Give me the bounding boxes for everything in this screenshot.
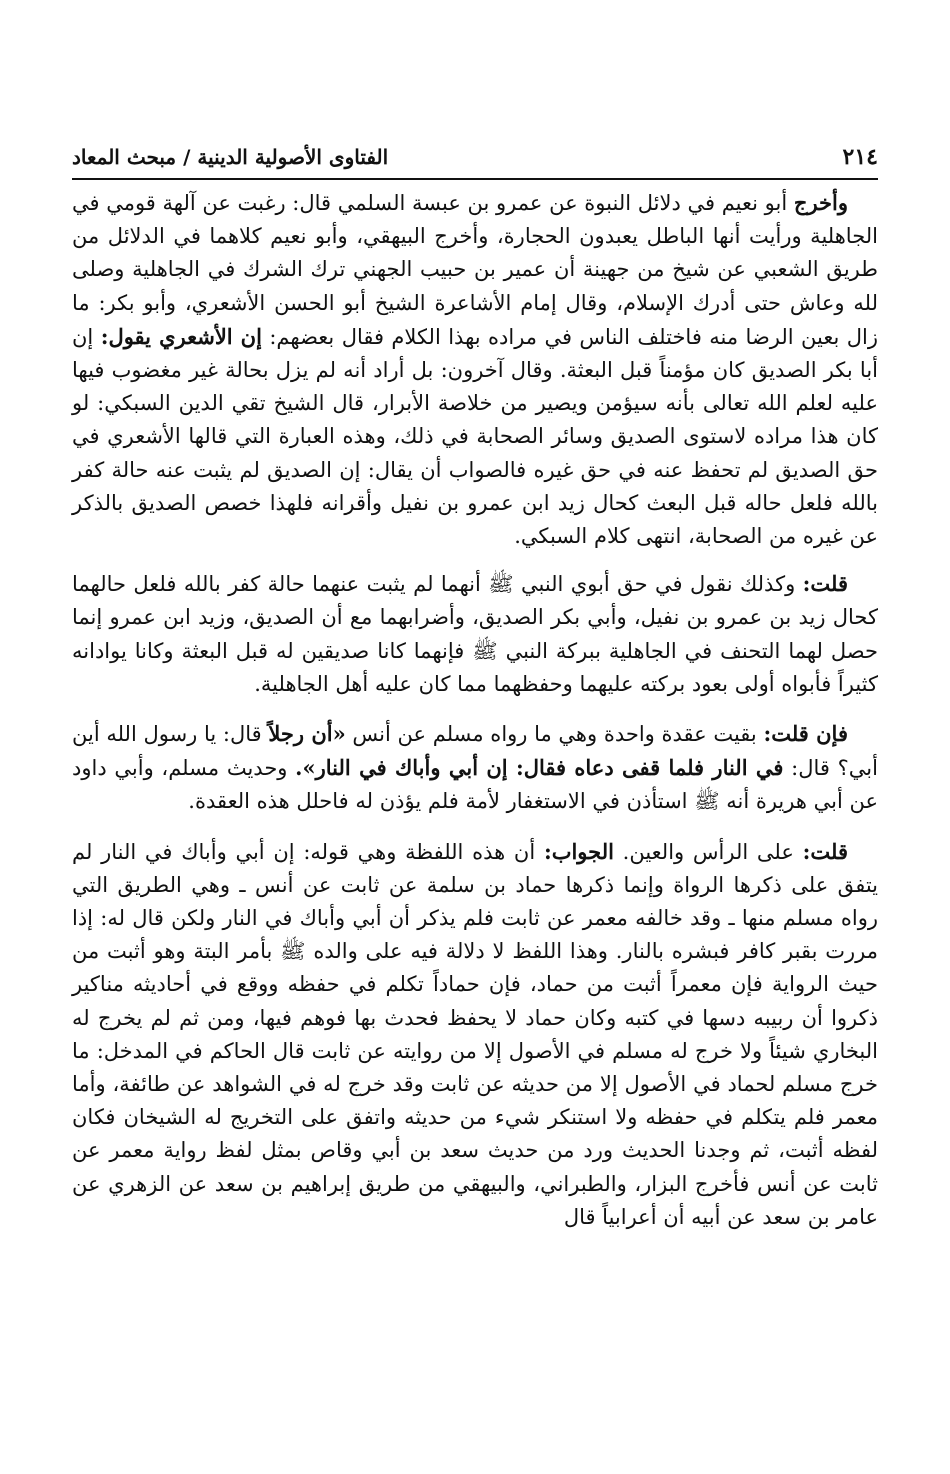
p2-lead: قلت: — [802, 571, 848, 597]
p3-text3: وحديث مسلم، وأبي داود عن أبي هريرة أنه ﷺ استأذن في الاستغفار لأمة فلم يؤذن له فاحلل هذه العقدة. — [72, 756, 878, 814]
p3-quote: «أن رجلاً — [268, 721, 346, 747]
p4-lead: قلت: — [802, 838, 849, 864]
paragraph-2 — [72, 567, 878, 701]
page-body — [72, 186, 878, 1250]
p1-lead: وأخرج — [793, 190, 848, 215]
p2-text: وكذلك نقول في حق أبوي النبي ﷺ أنهما لم يثبت عنهما حالة كفر بالله فلعل حالهما كحال زيد بن عمرو بن نفيل، وأبي بكر الصديق، وأضرابهما مع أن الصديق، وزيد ابن عمرو إنما حصل لهما التحنف في الجاهلية ببركة النبي ﷺ فإنهما كانا صديقين له قبل البعثة وكانا يوادانه كثيراً فأبواه أولى بعود بركته عليهما وحفظهما مما كان عليه أهل الجاهلية. — [72, 572, 878, 696]
p1-text2: إن أبا بكر الصديق كان مؤمناً قبل البعثة. وقال آخرون: بل أراد أنه لم يزل بحالة غير مغضوب فيها عليه لعلم الله تعالى بأنه سيؤمن ويصير من خلاصة الأبرار، قال الشيخ تقي الدين السبكي: لو كان هذا مراده لاستوى الصديق وسائر الصحابة في ذلك، وهذه العبارة التي قالها الأشعري في حق الصديق لم تحفظ عنه في حق غيره فالصواب أن يقال: إن الصديق لم يثبت عنه حالة كفر بالله فلعل حاله قبل البعث كحال زيد ابن عمرو بن نفيل وأقرانه فلهذا خصص الصديق بالذكر عن غيره من الصحابة، انتهى كلام السبكي. — [72, 324, 878, 549]
running-title: الفتاوى الأصولية الدينية / مبحث المعاد — [72, 145, 389, 169]
paragraph-3 — [72, 717, 878, 819]
p4-text2: أن هذه اللفظة وهي قوله: إن أبي وأباك في النار لم يتفق على ذكرها الرواة وإنما ذكرها حماد بن سلمة عن ثابت عن أنس ـ وهي الطريق التي رواه مسلم منها ـ وقد خالفه معمر عن ثابت فلم يذكر أن أبي وأباك في النار ولكن قال له: إذا مررت بقبر كافر فبشره بالنار. وهذا اللفظ لا دلالة فيه على والده ﷺ بأمر البتة وهو أثبت من حيث الرواية فإن معمراً أثبت من حماد، فإن حماداً تكلم في حفظه ووقع في أحاديثه مناكير ذكروا أن ربيبه دسها في كتبه وكان حماد لا يحفظ فحدث بها فوهم فيها، ومن ثم لم يخرج له البخاري شيئاً ولا خرج له مسلم في الأصول إلا من روايته عن ثابت قال الحاكم في المدخل: ما خرج مسلم لحماد في الأصول إلا من حديثه عن ثابت وقد خرج له في الشواهد عن طائفة، وأما معمر فلم يتكلم في حفظه ولا استنكر شيء من حديثه واتفق على التخريج له الشيخان فكان لفظه أثبت، ثم وجدنا الحديث ورد من حديث سعد بن أبي وقاص بمثل لفظ رواية معمر عن ثابت عن أنس فأخرج البزار، والطبراني، والبيهقي من طريق إبراهيم بن سعد عن الزهري عن عامر بن سعد عن أبيه أن أعرابياً قال — [72, 839, 878, 1229]
p4-bold: الجواب: — [543, 838, 614, 864]
paragraph-4 — [72, 835, 878, 1234]
p3-text: بقيت عقدة واحدة وهي ما رواه مسلم عن أنس — [352, 722, 757, 747]
p4-text: على الرأس والعين. — [622, 839, 794, 864]
paragraph-1 — [72, 186, 878, 553]
p1-text: أبو نعيم في دلائل النبوة عن عمرو بن عبسة السلمي قال: رغبت عن آلهة قومي في الجاهلية ورأيت أنها الباطل يعبدون الحجارة، وأخرج البيهقي، وأبو نعيم كلاهما في الدلائل من طريق الشعبي عن شيخ من جهينة أن عمير بن حبيب الجهني ترك الشرك في الجاهلية وصلى لله وعاش حتى أدرك الإسلام، وقال إمام الأشاعرة الشيخ أبو الحسن الأشعري، وأبو بكر: ما زال بعين الرضا منه فاختلف الناس في مراده بهذا الكلام فقال بعضهم: — [71, 191, 878, 349]
p1-bold: إن الأشعري يقول: — [100, 323, 262, 349]
p3-lead: فإن قلت: — [763, 721, 848, 747]
p3-quote2: في النار فلما قفى دعاه فقال: إن أبي وأباك في النار». — [295, 755, 784, 781]
p3-text2: قال: يا رسول الله أين أبي؟ قال: — [72, 722, 878, 781]
page-number: ٢١٤ — [842, 144, 878, 170]
page-header — [72, 140, 878, 174]
header-rule — [72, 178, 878, 180]
